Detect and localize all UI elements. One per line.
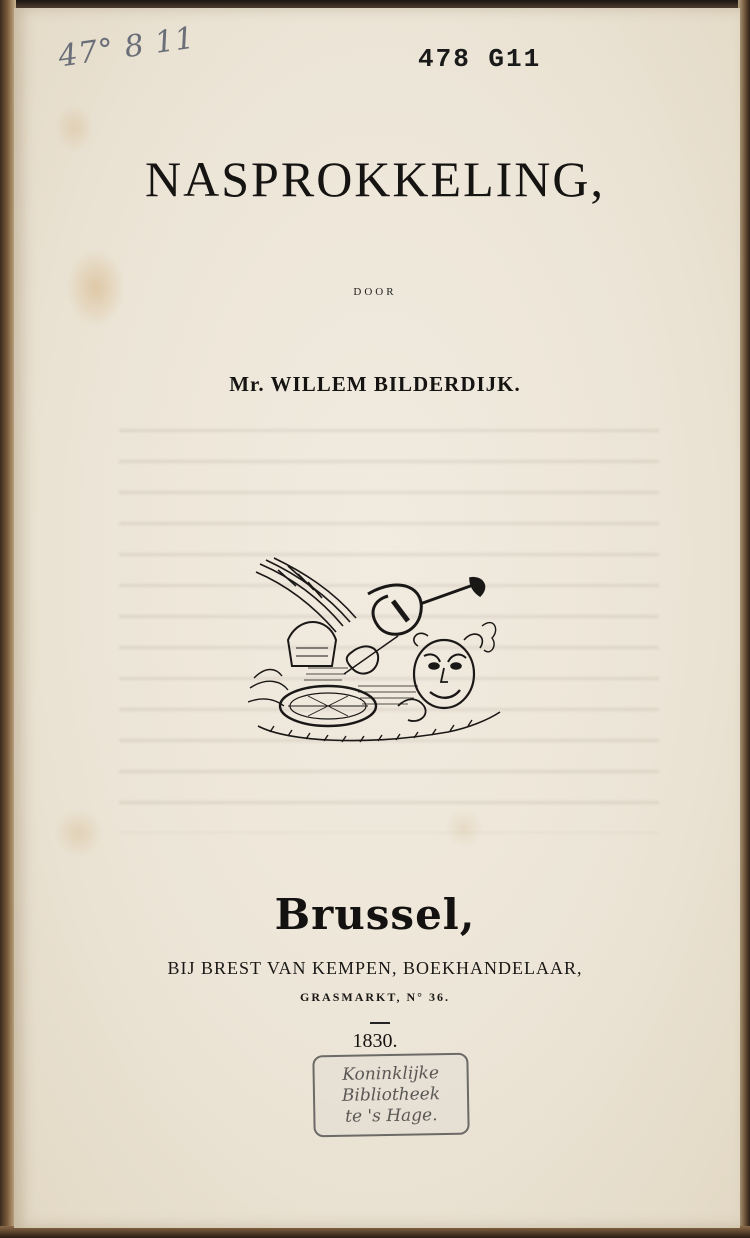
handwritten-number: 47° 8 11 (56, 20, 198, 75)
foxing-stain (54, 808, 104, 858)
imprint-publisher: BIJ BREST VAN KEMPEN, BOEKHANDELAAR, (167, 958, 583, 978)
imprint-city: Brussel, (274, 890, 476, 939)
stamp-line: Koninklijke (342, 1063, 440, 1085)
byline: DOOR (353, 286, 397, 298)
foxing-stain (444, 808, 484, 848)
theatrical-trophy-mask-icon (248, 556, 508, 748)
stamp-line: Bibliotheek (341, 1084, 441, 1106)
shelfmark: 478 G11 (418, 44, 542, 74)
author-name: Mr. WILLEM BILDERDIJK. (229, 372, 521, 396)
library-stamp (312, 1053, 469, 1138)
imprint-address: GRASMARKT, N° 36. (300, 990, 450, 1004)
foxing-stain (54, 103, 94, 153)
divider-rule (370, 1022, 390, 1024)
book-title: NASPROKKELING, (145, 151, 605, 207)
stamp-line: te 's Hage. (344, 1105, 438, 1127)
imprint-year: 1830. (352, 1030, 398, 1052)
